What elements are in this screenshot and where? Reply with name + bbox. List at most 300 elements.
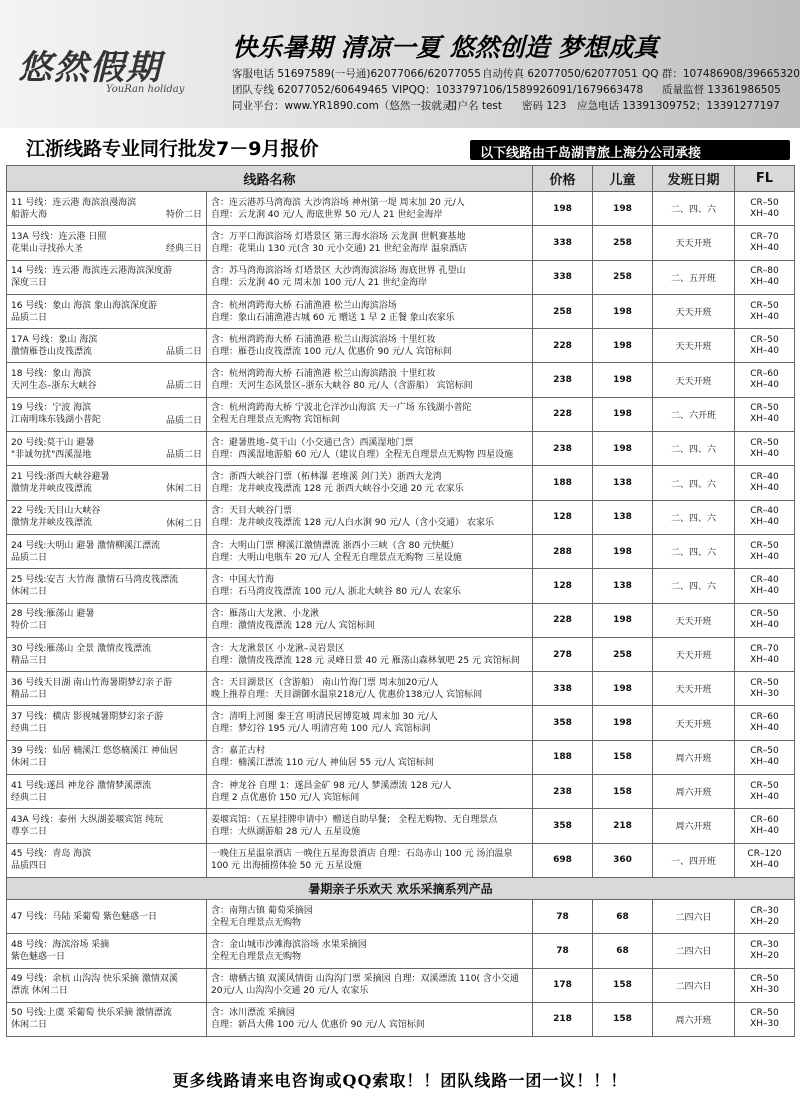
route-detail-line2: 自理：大明山电瓶车 20 元/人 全程无自理景点无购物 三星设施 [211, 552, 462, 563]
route-detail-line2: 自理：天河生态风景区–浙东大峡谷 80 元/人（含游船） 宾馆标间 [211, 381, 473, 392]
route-name-cell [7, 432, 207, 466]
route-departure: 周六开班 [653, 775, 735, 809]
route-name: 45 号线：青岛 海滨 [11, 849, 92, 860]
route-price: 188 [533, 466, 593, 500]
route-detail-line1: 含：连云港苏马湾海滨 大沙湾浴场 神州第一堤 周末加 20 元/人 [211, 197, 465, 208]
route-child-price: 258 [593, 226, 653, 260]
route-departure: 二、四、六 [653, 466, 735, 500]
route-subtitle: 品质四日 [11, 861, 48, 872]
route-fl [735, 397, 795, 431]
route-name: 16 号线：象山 海滨 象山海滨深度游 [11, 300, 158, 311]
route-detail-line1: 含：万平口海滨浴场 灯塔景区 第三海水浴场 云龙涧 世帆赛基地 [211, 231, 466, 242]
route-departure: 天天开班 [653, 637, 735, 671]
route-departure: 一、四开班 [653, 843, 735, 877]
route-tag: 品质二日 [165, 450, 202, 461]
route-detail-line2: 自理：西溪湿地游船 60 元/人（建议自理）全程无自理景点无购物 四星设施 [211, 449, 514, 460]
header-child: 儿童 [593, 166, 653, 192]
route-fl-cr: CR–50 [750, 677, 779, 688]
table-row [7, 363, 795, 397]
route-subtitle: 休闲二日 [11, 586, 48, 597]
route-detail-cell [207, 603, 533, 637]
route-fl-xh: XH–40 [750, 242, 779, 253]
table-row [7, 534, 795, 568]
route-name-cell [7, 934, 207, 968]
route-child-price: 198 [593, 534, 653, 568]
route-subtitle: "非诚勿扰"西溪湿地 [11, 449, 92, 460]
route-detail-line1: 含：雁荡山大龙湫、小龙湫 [211, 609, 320, 620]
route-fl-cr: CR–50 [750, 540, 779, 551]
route-subtitle: 花果山寻找孙大圣 [11, 243, 84, 254]
route-name: 28 号线:雁荡山 避暑 [11, 609, 95, 620]
route-tag: 特价二日 [165, 210, 202, 220]
route-price: 278 [533, 637, 593, 671]
route-departure: 二、四、六 [653, 500, 735, 534]
route-departure: 天天开班 [653, 294, 735, 328]
route-name: 50 号线:上虞 采葡萄 快乐采摘 激情漂流 [11, 1008, 172, 1019]
route-departure: 二、四、六 [653, 534, 735, 568]
route-price: 238 [533, 432, 593, 466]
route-detail-cell [207, 192, 533, 226]
route-fl-xh: XH–40 [750, 311, 779, 322]
header-price: 价格 [533, 166, 593, 192]
route-price: 338 [533, 226, 593, 260]
route-name-cell [7, 192, 207, 226]
vip-qq: VIPQQ：1033797106/1589926091/1679663478 [392, 84, 644, 96]
table-row [7, 192, 795, 226]
table-row [7, 706, 795, 740]
route-subtitle: 深度三日 [11, 278, 48, 289]
logo [18, 40, 218, 120]
route-detail-line1: 含：南翔古镇 葡萄采摘园 [211, 905, 313, 916]
route-subtitle: 特价二日 [11, 621, 48, 632]
route-fl [735, 466, 795, 500]
route-name: 13A 号线：连云港 日照 [11, 231, 107, 242]
route-detail-line2: 自理：大纵湖游船 28 元/人 五星设施 [211, 826, 361, 837]
table-row [7, 843, 795, 877]
route-price: 128 [533, 569, 593, 603]
route-subtitle: 天河生态–浙东大峡谷 [11, 381, 97, 392]
route-child-price: 360 [593, 843, 653, 877]
route-fl-xh: XH–40 [750, 345, 779, 356]
route-fl [735, 603, 795, 637]
route-fl-cr: CR–40 [750, 472, 779, 483]
route-detail-cell [207, 740, 533, 774]
route-subtitle: 品质二日 [11, 312, 48, 323]
route-detail-line1: 含：杭州湾跨海大桥 石浦渔港 松兰山海滨浴场 十里红妆 [211, 334, 436, 345]
page-title: 江浙线路专业同行批发7－9月报价 [26, 138, 319, 160]
routes-body [7, 192, 795, 1037]
route-child-price: 218 [593, 809, 653, 843]
route-child-price: 198 [593, 363, 653, 397]
route-departure: 周六开班 [653, 1002, 735, 1036]
table-row [7, 294, 795, 328]
title-bar [0, 128, 800, 162]
route-fl-xh: XH–40 [750, 585, 779, 596]
route-price: 78 [533, 899, 593, 933]
route-child-price: 198 [593, 672, 653, 706]
route-detail-line1: 含：杭州湾跨海大桥 宁波北仑洋沙山海滨 天一广场 东钱湖小普陀 [211, 403, 472, 414]
route-detail-cell [207, 672, 533, 706]
route-fl [735, 899, 795, 933]
route-subtitle: 经典二日 [11, 724, 48, 735]
route-price: 178 [533, 968, 593, 1002]
route-fl [735, 775, 795, 809]
route-detail-cell [207, 329, 533, 363]
route-name: 18 号线：象山 海滨 [11, 369, 92, 380]
route-name: 21 号线:浙西大峡谷避暑 [11, 472, 110, 483]
route-fl-xh: XH–40 [750, 517, 779, 528]
route-name-cell [7, 260, 207, 294]
peer-platform-link[interactable]: 同业平台：www.YR1890.com（悠然一拔就灵） [232, 100, 463, 112]
route-detail-line1: 含：金山城市沙滩海滨浴场 水果采摘园 [211, 939, 367, 950]
route-child-price: 138 [593, 500, 653, 534]
route-name-cell [7, 775, 207, 809]
route-detail-line2: 自理：激情皮筏漂流 128 元/人 宾馆标间 [211, 621, 375, 632]
route-detail-line2: 全程无自理景点无购物 宾馆标间 [211, 415, 340, 426]
logo-subtitle: YouRan holiday [106, 84, 185, 95]
route-fl [735, 294, 795, 328]
route-detail-cell [207, 706, 533, 740]
route-name: 41 号线:遂昌 神龙谷 激情梦溪漂流 [11, 780, 152, 791]
route-departure: 二四六日 [653, 934, 735, 968]
route-fl-cr: CR–50 [750, 300, 779, 311]
route-detail-line2: 自理：新昌大佛 100 元/人 优惠价 90 元/人 宾馆标间 [211, 1020, 425, 1031]
route-detail-line2: 100 元 出海捕捞体验 50 元 五星设施 [211, 861, 362, 872]
team-line: 团队专线 62077052/60649465 [232, 84, 388, 96]
route-departure: 天天开班 [653, 363, 735, 397]
route-fl [735, 968, 795, 1002]
route-detail-line2: 全程无自理景点无购物 [211, 917, 302, 928]
header-fl: FL [735, 166, 795, 192]
route-detail-line1: 含：大龙湫景区 小龙湫–灵岩景区 [211, 643, 345, 654]
route-name: 24 号线:大明山 避暑 激情柳溪江漂流 [11, 540, 161, 551]
route-detail-cell [207, 432, 533, 466]
route-subtitle: 激情龙井峡皮筏漂流 [11, 484, 93, 495]
table-row [7, 603, 795, 637]
route-name-cell [7, 226, 207, 260]
route-detail-line1: 含：杭州湾跨海大桥 石浦渔港 松兰山海滨浴场 [211, 300, 397, 311]
username: 用户名 test [447, 100, 503, 112]
route-tag: 经典三日 [165, 244, 202, 255]
table-row [7, 329, 795, 363]
route-fl-xh: XH–40 [750, 620, 779, 631]
route-detail-cell [207, 899, 533, 933]
route-detail-line2: 自理：云龙涧 40 元 周末加 100 元/人 21 世纪金海岸 [211, 278, 428, 289]
route-name-cell [7, 466, 207, 500]
route-detail-cell [207, 569, 533, 603]
route-fl [735, 706, 795, 740]
route-fl [735, 260, 795, 294]
route-departure: 天天开班 [653, 603, 735, 637]
route-price: 258 [533, 294, 593, 328]
route-fl-xh: XH–40 [750, 208, 779, 219]
route-detail-cell [207, 294, 533, 328]
route-detail-line2: 自理 2 点优惠价 150 元/人 宾馆标间 [211, 792, 360, 803]
table-row [7, 466, 795, 500]
route-name-cell [7, 1002, 207, 1036]
route-child-price: 198 [593, 432, 653, 466]
route-price: 238 [533, 775, 593, 809]
route-name-cell [7, 968, 207, 1002]
route-subtitle: 紫色魅惑一日 [11, 951, 66, 962]
route-name-cell [7, 706, 207, 740]
route-tag: 品质二日 [165, 415, 202, 426]
route-detail-line1: 姜堰宾馆：（五星挂牌申请中）赠送自助早餐； 全程无购物、无自理景点 [211, 814, 498, 825]
table-row [7, 809, 795, 843]
table-row [7, 740, 795, 774]
route-tag: 休闲二日 [165, 484, 202, 495]
route-fl-cr: CR–60 [750, 814, 779, 825]
table-row [7, 397, 795, 431]
route-fl [735, 432, 795, 466]
table-header [7, 166, 795, 192]
route-subtitle: 休闲二日 [11, 758, 48, 769]
route-child-price: 68 [593, 899, 653, 933]
route-detail-cell [207, 260, 533, 294]
route-name: 36 号线天目湖 南山竹海暑期梦幻亲子游 [11, 677, 173, 688]
route-name-cell [7, 740, 207, 774]
route-detail-line1: 含：杭州湾跨海大桥 石浦渔港 松兰山海滨踏浪 十里红妆 [211, 369, 436, 380]
table-row [7, 569, 795, 603]
route-detail-cell [207, 968, 533, 1002]
route-fl [735, 1002, 795, 1036]
route-name: 47 号线：马陆 采葡萄 紫色魅惑一日 [11, 911, 158, 922]
route-price: 228 [533, 603, 593, 637]
route-child-price: 158 [593, 968, 653, 1002]
password: 密码 123 [522, 100, 567, 112]
route-detail-line1: 含：清明上河图 秦王宫 明清民居博览城 周末加 30 元/人 [211, 712, 438, 723]
route-fl-cr: CR–120 [747, 849, 782, 860]
route-price: 288 [533, 534, 593, 568]
route-child-price: 258 [593, 260, 653, 294]
route-departure: 天天开班 [653, 329, 735, 363]
route-fl-xh: XH–40 [750, 277, 779, 288]
route-subtitle: 经典二日 [11, 792, 48, 803]
route-fl-cr: CR–50 [750, 334, 779, 345]
route-fl-cr: CR–50 [750, 974, 779, 985]
route-detail-line2: 自理：雁苍山皮筏漂流 100 元/人 优惠价 90 元/人 宾馆标间 [211, 346, 452, 357]
route-child-price: 198 [593, 603, 653, 637]
footer-note: 更多线路请来电咨询或QQ索取！！团队线路一团一议！！！ [172, 1071, 628, 1090]
route-price: 228 [533, 329, 593, 363]
route-detail-cell [207, 226, 533, 260]
route-subtitle: 尊享二日 [11, 826, 48, 837]
route-fl-xh: XH–40 [750, 380, 779, 391]
section-title: 暑期亲子乐欢天 欢乐采摘系列产品 [7, 877, 795, 899]
route-subtitle: 船游大海 [11, 209, 48, 220]
route-price: 78 [533, 934, 593, 968]
route-fl-cr: CR–70 [750, 231, 779, 242]
route-detail-line2: 自理：楠溪江漂流 110 元/人 神仙居 55 元/人 宾馆标间 [211, 758, 434, 769]
route-fl-xh: XH–30 [750, 985, 779, 996]
route-detail-cell [207, 637, 533, 671]
route-fl-xh: XH–40 [750, 791, 779, 802]
route-price: 338 [533, 260, 593, 294]
header-route-name: 线路名称 [7, 166, 533, 192]
route-name-cell [7, 569, 207, 603]
route-detail-line1: 一晚住五星温泉酒店 一晚住五星海景酒店 自理：石岛赤山 100 元 汤泊温泉 [211, 849, 513, 860]
route-detail-line2: 自理：激情皮筏漂流 128 元 灵峰日景 40 元 雁荡山森林氧吧 25 元 宾馆标间 [211, 655, 520, 666]
route-child-price: 198 [593, 192, 653, 226]
route-detail-line1: 含：避暑胜地–莫干山（小交通已含）西溪湿地门票 [211, 437, 414, 448]
route-fl-cr: CR–50 [750, 197, 779, 208]
route-name: 49 号线：余杭 山沟沟 快乐采摘 激情双溪 [11, 974, 178, 985]
page-subtitle: 以下线路由千岛湖青旅上海分公司承接 [470, 140, 790, 160]
route-child-price: 68 [593, 934, 653, 968]
route-name-cell [7, 363, 207, 397]
route-detail-line2: 晚上推荐自理：天目湖御水温泉218元/人 优惠价138元/人 宾馆标间 [211, 689, 483, 700]
table-row [7, 500, 795, 534]
route-detail-cell [207, 397, 533, 431]
route-fl-xh: XH–20 [750, 950, 779, 961]
route-fl [735, 740, 795, 774]
route-detail-line2: 自理：象山石浦渔港古城 60 元 赠送 1 早 2 正餐 象山农家乐 [211, 312, 455, 323]
route-name-cell [7, 843, 207, 877]
route-price: 228 [533, 397, 593, 431]
route-price: 218 [533, 1002, 593, 1036]
quality-supervision: 质量监督 13361986505 [662, 84, 781, 96]
route-name: 17A 号线：象山 海滨 [11, 334, 98, 345]
route-fl-xh: XH–40 [750, 757, 779, 768]
route-name: 30 号线:雁荡山 全景 激情皮筏漂流 [11, 643, 152, 654]
route-detail-cell [207, 363, 533, 397]
route-fl-xh: XH–40 [750, 483, 779, 494]
route-fl-cr: CR–30 [750, 939, 779, 950]
route-departure: 二、四、六 [653, 192, 735, 226]
route-departure: 二、四、六 [653, 432, 735, 466]
route-fl [735, 329, 795, 363]
route-detail-line2: 自理：龙井峡皮筏漂流 128 元 浙西大峡谷小交通 20 元 农家乐 [211, 484, 464, 495]
route-subtitle: 激情雁苍山皮筏漂流 [11, 346, 93, 357]
route-fl-xh: XH–40 [750, 825, 779, 836]
route-fl-xh: XH–40 [750, 723, 779, 734]
route-departure: 二、六开班 [653, 397, 735, 431]
qq-group: QQ 群：107486908/39665320 [642, 68, 800, 80]
route-detail-cell [207, 843, 533, 877]
route-detail-cell [207, 500, 533, 534]
route-name-cell [7, 500, 207, 534]
route-name: 14 号线：连云港 海滨连云港海滨深度游 [11, 266, 173, 277]
route-subtitle: 江南明珠东钱湖小普陀 [11, 415, 102, 426]
route-name-cell [7, 637, 207, 671]
route-departure: 二四六日 [653, 968, 735, 1002]
route-price: 198 [533, 192, 593, 226]
section-header [7, 877, 795, 899]
route-detail-line2: 20元/人 山沟沟小交通 20 元/人 农家乐 [211, 986, 369, 997]
route-fl-xh: XH–40 [750, 414, 779, 425]
route-child-price: 198 [593, 397, 653, 431]
route-fl-cr: CR–50 [750, 437, 779, 448]
route-detail-line1: 含：中国大竹海 [211, 574, 275, 585]
route-name-cell [7, 329, 207, 363]
route-departure: 天天开班 [653, 706, 735, 740]
route-fl-xh: XH–40 [750, 551, 779, 562]
route-detail-line1: 含：大明山门票 柳溪江激情漂流 浙西小三峡（含 80 元快艇） [211, 540, 459, 551]
route-name: 25 号线:安吉 大竹海 激情石马湾皮筏漂流 [11, 574, 179, 585]
route-detail-cell [207, 466, 533, 500]
route-fl-cr: CR–40 [750, 506, 779, 517]
route-child-price: 138 [593, 569, 653, 603]
table-row [7, 672, 795, 706]
route-fl-cr: CR–70 [750, 643, 779, 654]
route-fl [735, 534, 795, 568]
route-detail-line2: 自理：石马湾皮筏漂流 100 元/人 浙北大峡谷 80 元/人 农家乐 [211, 586, 461, 597]
route-name: 11 号线：连云港 海滨浪漫海滨 [11, 197, 137, 208]
route-name-cell [7, 672, 207, 706]
service-phone: 客服电话 51697589(一号通)62077066/62077055 [232, 68, 481, 80]
route-child-price: 138 [593, 466, 653, 500]
table-row [7, 260, 795, 294]
route-subtitle: 激情龙井峡皮筏漂流 [11, 518, 93, 529]
route-departure: 二、四、六 [653, 569, 735, 603]
route-departure: 二、五开班 [653, 260, 735, 294]
header [0, 0, 800, 128]
route-subtitle: 精品二日 [11, 689, 48, 700]
route-detail-line2: 自理：龙井峡皮筏漂流 128 元/人白水涧 90 元/人（含小交通） 农家乐 [211, 518, 495, 529]
route-detail-line1: 含：浙西大峡谷门票（柘林瀑 老堆溪 剑门关）浙西大龙湾 [211, 472, 442, 483]
table-row [7, 934, 795, 968]
route-fl-cr: CR–50 [750, 746, 779, 757]
route-fl [735, 637, 795, 671]
route-name-cell [7, 899, 207, 933]
route-subtitle: 休闲二日 [11, 1020, 48, 1031]
route-detail-line1: 含：天目大峡谷门票 [211, 506, 293, 517]
route-price: 238 [533, 363, 593, 397]
route-fl-xh: XH–20 [750, 916, 779, 927]
route-fl-cr: CR–40 [750, 574, 779, 585]
route-name: 43A 号线：泰州 大纵湖姜堰宾馆 纯玩 [11, 814, 164, 825]
route-name-cell [7, 534, 207, 568]
route-departure: 天天开班 [653, 226, 735, 260]
slogan: 快乐暑期 清凉一夏 悠然创造 梦想成真 [232, 33, 659, 62]
table-row [7, 899, 795, 933]
route-detail-line2: 全程无自理景点无购物 [211, 951, 302, 962]
route-price: 358 [533, 706, 593, 740]
route-name: 20 号线:莫干山 避暑 [11, 437, 95, 448]
route-fl-xh: XH–40 [750, 860, 779, 871]
header-date: 发班日期 [653, 166, 735, 192]
table-row [7, 637, 795, 671]
table-row [7, 1002, 795, 1036]
route-fl [735, 500, 795, 534]
route-fl-xh: XH–40 [750, 654, 779, 665]
route-detail-line2: 自理：梦幻谷 195 元/人 明清宫苑 100 元/人 宾馆标间 [211, 724, 431, 735]
route-fl [735, 226, 795, 260]
route-detail-line1: 含：塘栖古镇 双溪风情街 山沟沟门票 采摘园 自理：双溪漂流 110( 含小交通 [211, 974, 519, 985]
route-price: 188 [533, 740, 593, 774]
route-subtitle: 品质二日 [11, 552, 48, 563]
route-fl [735, 934, 795, 968]
route-subtitle: 精品三日 [11, 655, 48, 666]
route-fl [735, 363, 795, 397]
route-detail-line1: 含：天目湖景区（含游船） 南山竹海门票 周末加20元/人 [211, 677, 439, 688]
route-name: 37 号线：横店 影视城暑期梦幻亲子游 [11, 712, 164, 723]
route-fl-cr: CR–60 [750, 369, 779, 380]
table-row [7, 968, 795, 1002]
logo-text: 悠然假期 [18, 48, 162, 88]
route-name: 19 号线：宁波 海滨 [11, 403, 92, 414]
auto-fax: 自动传真 62077050/62077051 [482, 68, 638, 80]
route-departure: 二四六日 [653, 899, 735, 933]
route-detail-cell [207, 809, 533, 843]
route-name: 22 号线:天目山大峡谷 [11, 506, 101, 517]
route-tag: 品质二日 [165, 347, 202, 358]
route-fl-xh: XH–30 [750, 688, 779, 699]
route-price: 128 [533, 500, 593, 534]
table-row [7, 432, 795, 466]
route-fl [735, 809, 795, 843]
route-price: 698 [533, 843, 593, 877]
